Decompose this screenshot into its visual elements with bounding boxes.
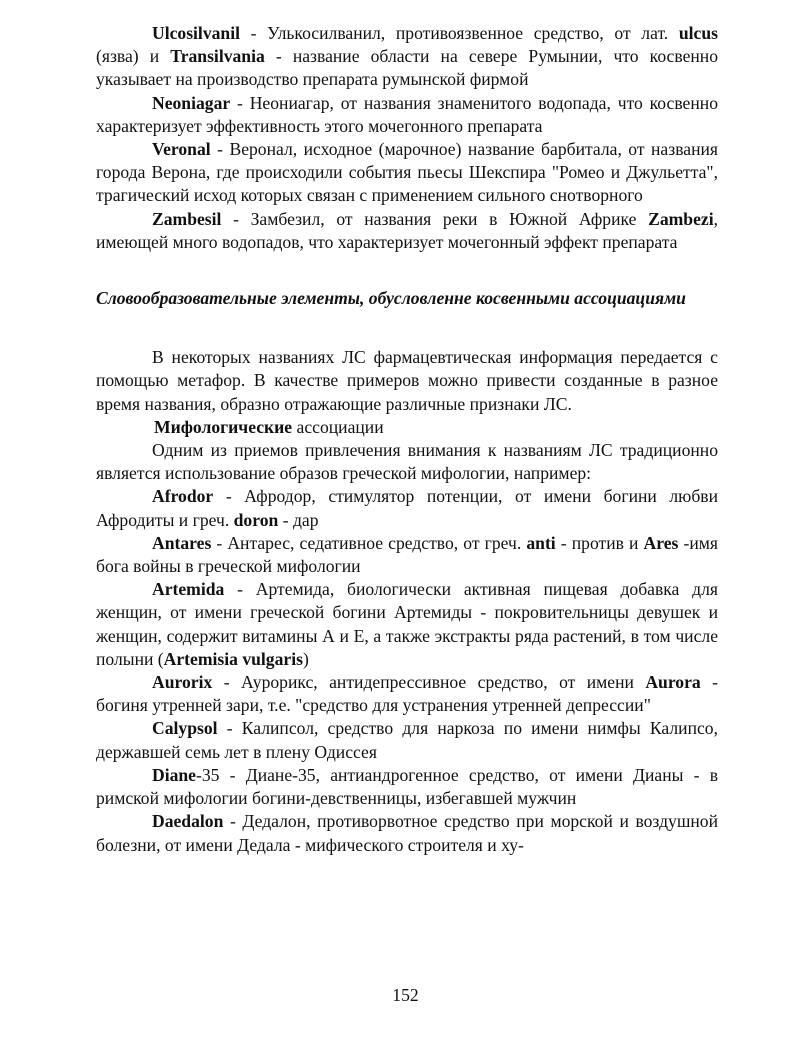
entry-daedalon: Daedalon - Дедалон, противорвотное средство при морской и воздушной болезни, от имени Дедала - мифического строителя и ху- xyxy=(96,811,718,855)
entry-antares: Antares - Антарес, седативное средство, от греч. anti - против и Ares -имя бога войны в греческой мифологии xyxy=(96,532,719,577)
entry-term: Veronal xyxy=(152,139,211,160)
intro-paragraph: В некоторых названиях ЛС фармацевтическая информация передается с помощью метафор. В качестве примеров можно привести созданные в разное время названия, образно отражающие различные признаки ЛС. xyxy=(96,347,718,414)
section-heading: Словообразовательные элементы, обусловленне косвенными ассоциациями xyxy=(96,288,686,309)
page-text xyxy=(96,22,718,857)
entry-calypsol: Calypsol - Калипсол, средство для наркоза по имени нимфы Калипсо, державшей семь лет в плену Одиссея xyxy=(96,718,718,762)
entry-term: Ulcosilvanil xyxy=(152,23,240,43)
entry-term: Artemida xyxy=(152,579,225,600)
entry-term: Diane xyxy=(152,764,196,785)
entry-veronal: Veronal - Веронал, исходное (марочное) название барбитала, от названия города Верона, где происходили события пьесы Шекспира "Ромео и Джульетта", трагический исход которых связан с применением сильного снотворного xyxy=(96,139,718,206)
entry-neoniagar: Neoniagar - Неониагар, от названия знаменитого водопада, что косвенно характеризует эффективность этого мочегонного препарата xyxy=(96,92,718,136)
entry-term: Afrodor xyxy=(152,486,214,507)
entry-term: Antares xyxy=(152,532,212,553)
entry-ulcosilvanil: Ulcosilvanil - Улькосилванил, противоязвенное средство, от лат. ulcus (язва) и Transilvania - название области на севере Румынии, что косвенно указывает на производство препарата румынской фирмой xyxy=(96,23,719,90)
entry-term: Calypsol xyxy=(152,718,218,739)
entry-term: Neoniagar xyxy=(152,92,231,113)
page-number: 152 xyxy=(392,985,419,1005)
entry-afrodor: Afrodor - Афродор, стимулятор потенции, от имени богини любви Афродиты и греч. doron - дар xyxy=(96,486,718,530)
entry-term: Aurorix xyxy=(152,672,213,693)
subheading: Мифологические ассоциации xyxy=(154,416,384,437)
entry-artemida: Artemida - Артемида, биологически активная пищевая добавка для женщин, от имени греческой богини Артемиды - покровительницы девушек и женщин, содержит витамины А и Е, а также экстракты ряда растений, в том числе полыни (Artemisia vulgaris) xyxy=(96,579,718,669)
entry-term: Zambesil xyxy=(152,208,222,229)
myth-intro-paragraph: Одним из приемов привлечения внимания к названиям ЛС традиционно является использование образов греческой мифологии, например: xyxy=(96,440,718,484)
entry-aurorix: Aurorix - Аурорикс, антидепрессивное средство, от имени Aurora - богиня утренней зари, т.е. "средство для устранения утренней депрессии" xyxy=(96,672,718,716)
entry-term: Daedalon xyxy=(152,811,224,832)
entry-zambesil: Zambesil - Замбезил, от названия реки в Южной Африке Zambezi, имеющей много водопадов, что характеризует мочегонный эффект препарата xyxy=(96,208,718,252)
entry-diane: Diane-35 - Диане-35, антиандрогенное средство, от имени Дианы - в римской мифологии богини-девственницы, избегавшей мужчин xyxy=(96,764,718,809)
subheading-bold: Мифологические xyxy=(154,416,293,437)
